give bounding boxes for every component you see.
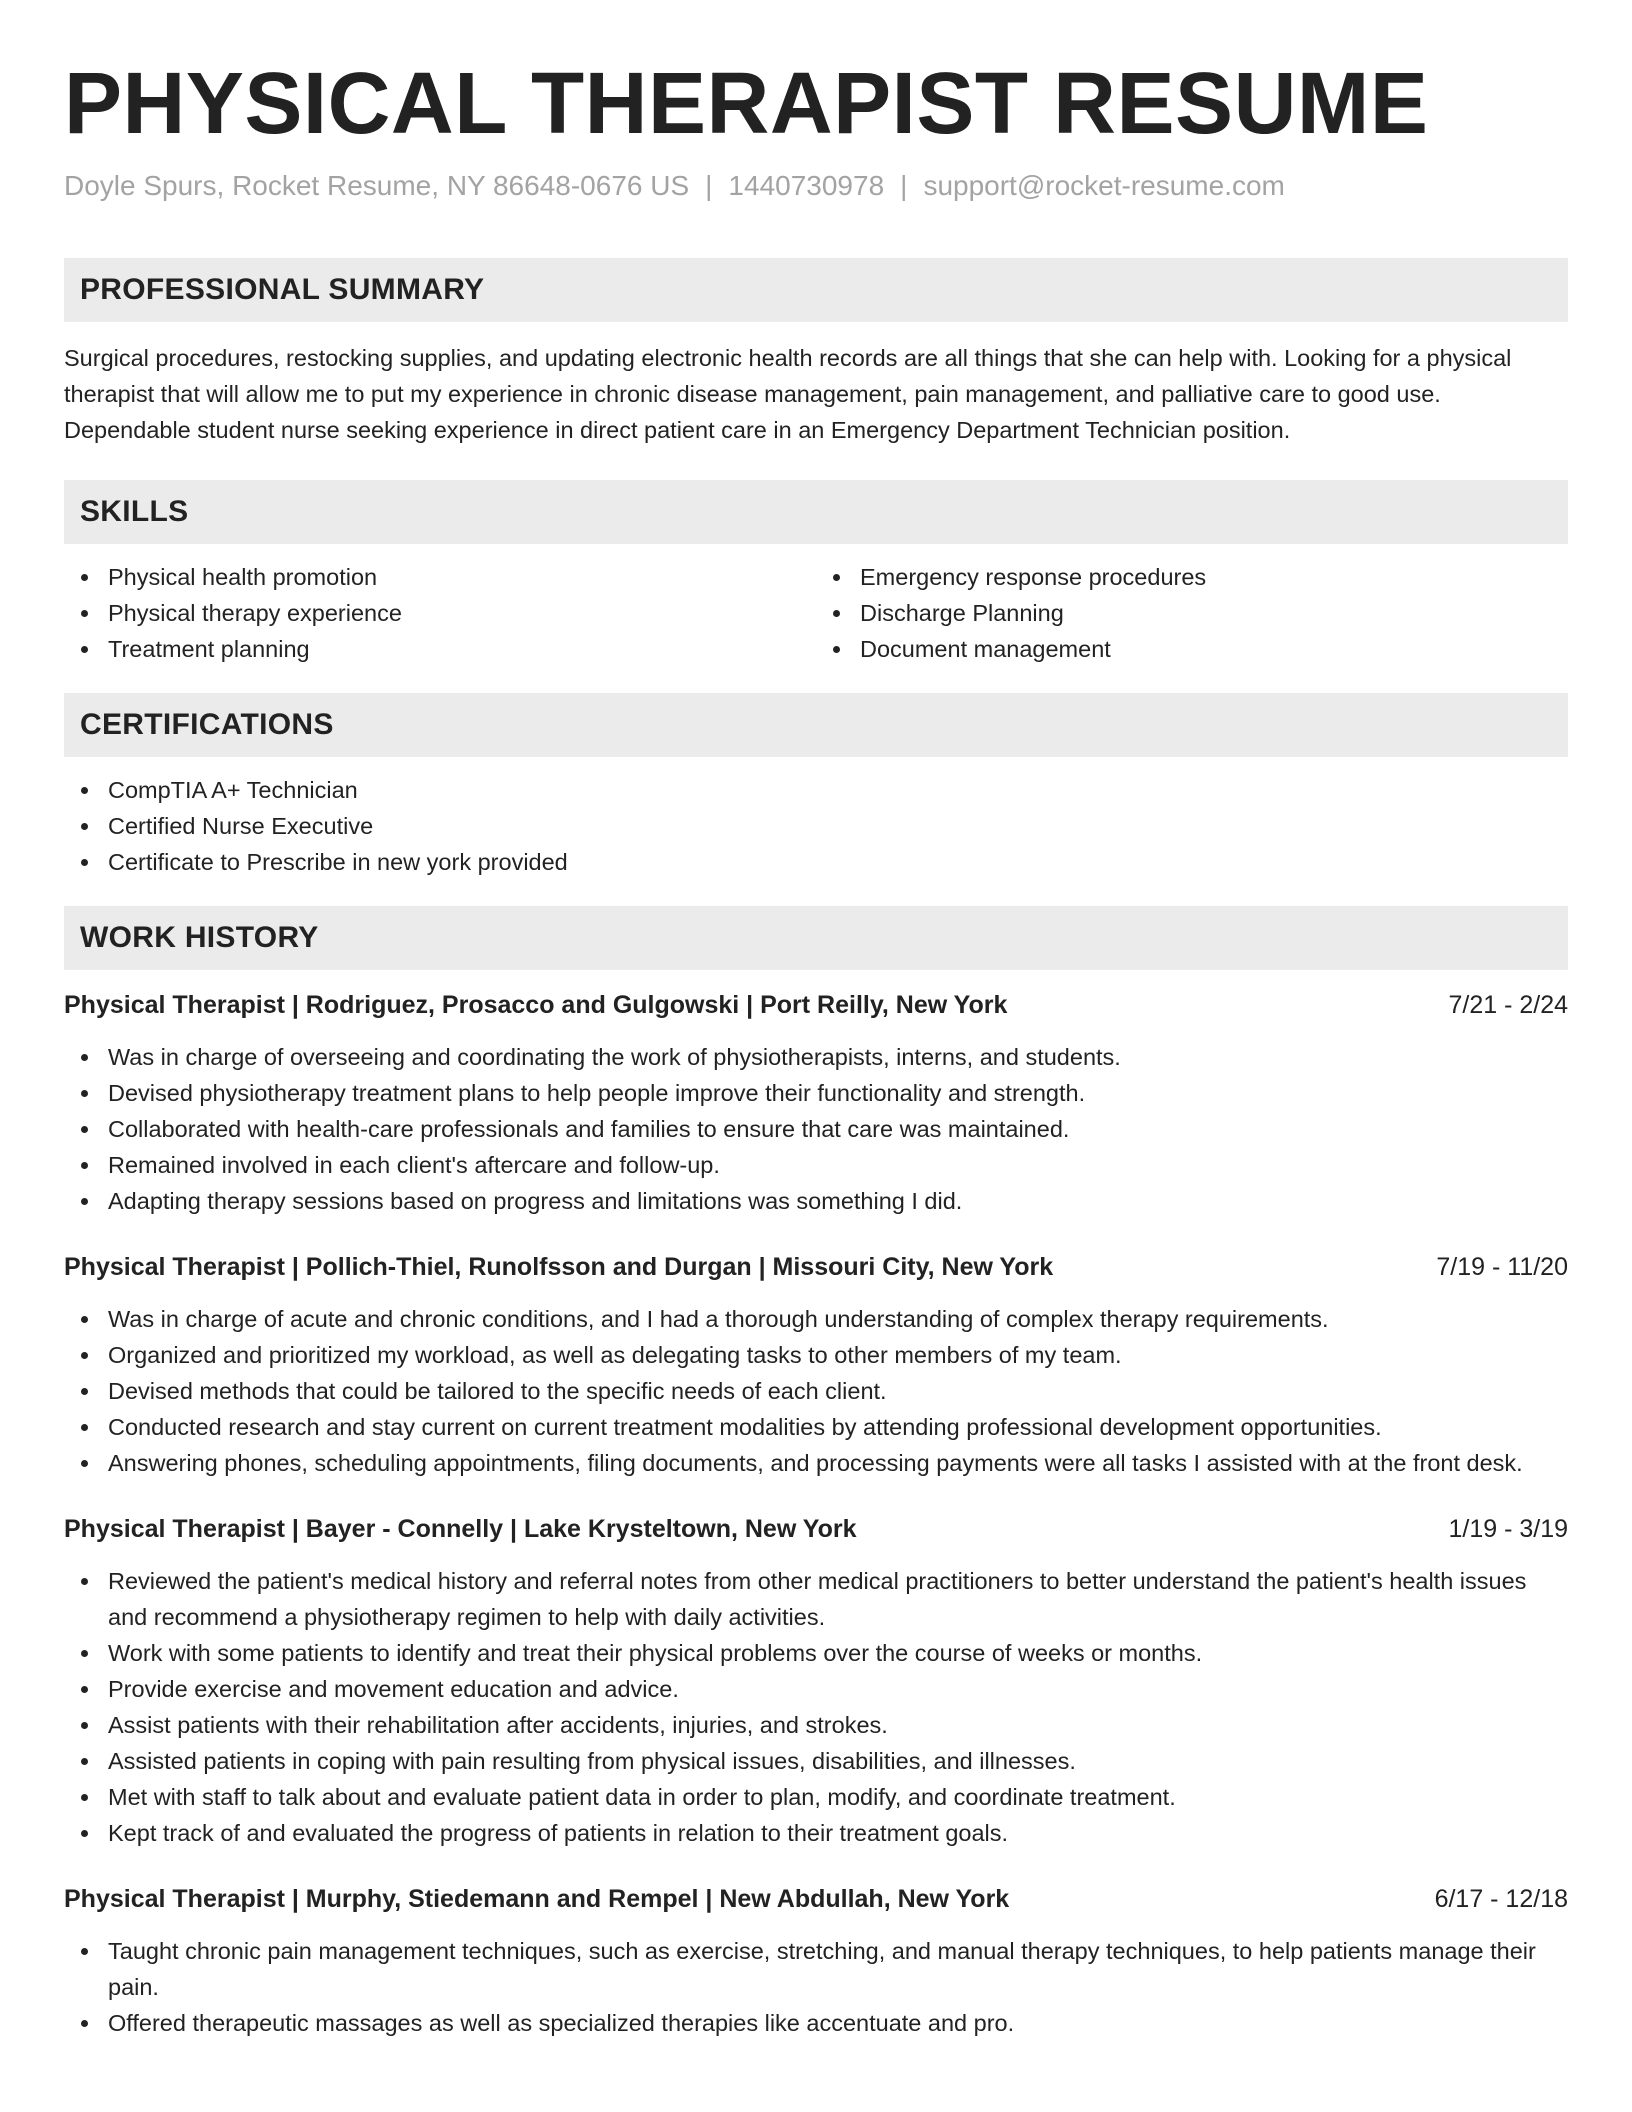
- job-header: [64, 987, 1568, 1023]
- skill-item: Discharge Planning: [816, 595, 1568, 631]
- job-duty: Met with staff to talk about and evaluate patient data in order to plan, modify, and coordinate treatment.: [64, 1779, 1568, 1815]
- job-duty: Reviewed the patient's medical history and referral notes from other medical practitioners to better understand the patient's health issues and recommend a physiotherapy regimen to help with daily activities.: [64, 1563, 1568, 1635]
- job-duty: Assist patients with their rehabilitation after accidents, injuries, and strokes.: [64, 1707, 1568, 1743]
- certification-item: Certificate to Prescribe in new york provided: [64, 844, 1568, 880]
- job-dates: 1/19 - 3/19: [1448, 1515, 1568, 1543]
- job-dates: 7/19 - 11/20: [1436, 1253, 1568, 1281]
- job-title: Physical Therapist | Rodriguez, Prosacco and Gulgowski | Port Reilly, New York: [64, 991, 1008, 1019]
- job-duty: Work with some patients to identify and treat their physical problems over the course of weeks or months.: [64, 1635, 1568, 1671]
- job-entry: [64, 1881, 1568, 2041]
- job-duties-list: [64, 1563, 1568, 1851]
- contact-address: Doyle Spurs, Rocket Resume, NY 86648-0676 US: [64, 170, 690, 201]
- job-duty: Offered therapeutic massages as well as specialized therapies like accentuate and pro.: [64, 2005, 1568, 2041]
- certification-item: CompTIA A+ Technician: [64, 772, 1568, 808]
- job-duty: Kept track of and evaluated the progress of patients in relation to their treatment goals.: [64, 1815, 1568, 1851]
- job-duty: Organized and prioritized my workload, as well as delegating tasks to other members of my team.: [64, 1337, 1568, 1373]
- summary-text: Surgical procedures, restocking supplies, and updating electronic health records are all things that she can help with. Looking for a physical therapist that will allow me to put my experience in chronic disease management, pain management, and palliative care to good use. Dependable student nurse seeking experience in direct patient care in an Emergency Department Technician position.: [64, 345, 1512, 443]
- contact-phone: 1440730978: [728, 170, 885, 201]
- job-duty: Devised methods that could be tailored to the specific needs of each client.: [64, 1373, 1568, 1409]
- job-duty: Taught chronic pain management techniques, such as exercise, stretching, and manual therapy techniques, to help patients manage their pain.: [64, 1933, 1568, 2005]
- contact-line: [64, 168, 1568, 204]
- job-header: [64, 1881, 1568, 1917]
- section-heading-certifications: CERTIFICATIONS: [64, 693, 1568, 757]
- contact-separator: |: [900, 170, 908, 201]
- job-duty: Was in charge of acute and chronic conditions, and I had a thorough understanding of complex therapy requirements.: [64, 1301, 1568, 1337]
- job-title: Physical Therapist | Pollich-Thiel, Runolfsson and Durgan | Missouri City, New York: [64, 1253, 1054, 1281]
- section-heading-skills: SKILLS: [64, 480, 1568, 544]
- section-heading-work-history: WORK HISTORY: [64, 906, 1568, 970]
- skill-item: Treatment planning: [64, 631, 816, 667]
- job-duty: Assisted patients in coping with pain resulting from physical issues, disabilities, and illnesses.: [64, 1743, 1568, 1779]
- job-entry: [64, 987, 1568, 1219]
- job-duty: Answering phones, scheduling appointments, filing documents, and processing payments were all tasks I assisted with at the front desk.: [64, 1445, 1568, 1481]
- job-duty: Devised physiotherapy treatment plans to help people improve their functionality and strength.: [64, 1075, 1568, 1111]
- job-dates: 6/17 - 12/18: [1434, 1885, 1568, 1913]
- skill-item: Emergency response procedures: [816, 559, 1568, 595]
- contact-separator: |: [705, 170, 713, 201]
- job-duties-list: [64, 1933, 1568, 2041]
- skill-item: Document management: [816, 631, 1568, 667]
- skill-item: Physical therapy experience: [64, 595, 816, 631]
- job-duty: Remained involved in each client's aftercare and follow-up.: [64, 1147, 1568, 1183]
- job-entry: [64, 1249, 1568, 1481]
- job-duties-list: [64, 1039, 1568, 1219]
- skills-columns: [64, 559, 1568, 667]
- job-duty: Adapting therapy sessions based on progress and limitations was something I did.: [64, 1183, 1568, 1219]
- job-duty: Was in charge of overseeing and coordinating the work of physiotherapists, interns, and students.: [64, 1039, 1568, 1075]
- job-duty: Conducted research and stay current on current treatment modalities by attending professional development opportunities.: [64, 1409, 1568, 1445]
- job-header: [64, 1249, 1568, 1285]
- skills-list-right: [816, 559, 1568, 667]
- job-duty: Provide exercise and movement education and advice.: [64, 1671, 1568, 1707]
- skill-item: Physical health promotion: [64, 559, 816, 595]
- job-duty: Collaborated with health-care professionals and families to ensure that care was maintained.: [64, 1111, 1568, 1147]
- job-header: [64, 1511, 1568, 1547]
- job-entry: [64, 1511, 1568, 1851]
- resume-title: PHYSICAL THERAPIST RESUME: [64, 55, 1429, 152]
- skills-list-left: [64, 559, 816, 667]
- certification-item: Certified Nurse Executive: [64, 808, 1568, 844]
- job-title: Physical Therapist | Bayer - Connelly | Lake Krysteltown, New York: [64, 1515, 857, 1543]
- job-title: Physical Therapist | Murphy, Stiedemann and Rempel | New Abdullah, New York: [64, 1885, 1010, 1913]
- certifications-list: [64, 772, 1568, 880]
- section-heading-summary: PROFESSIONAL SUMMARY: [64, 258, 1568, 322]
- contact-email: support@rocket-resume.com: [923, 170, 1285, 201]
- job-dates: 7/21 - 2/24: [1448, 991, 1568, 1019]
- job-duties-list: [64, 1301, 1568, 1481]
